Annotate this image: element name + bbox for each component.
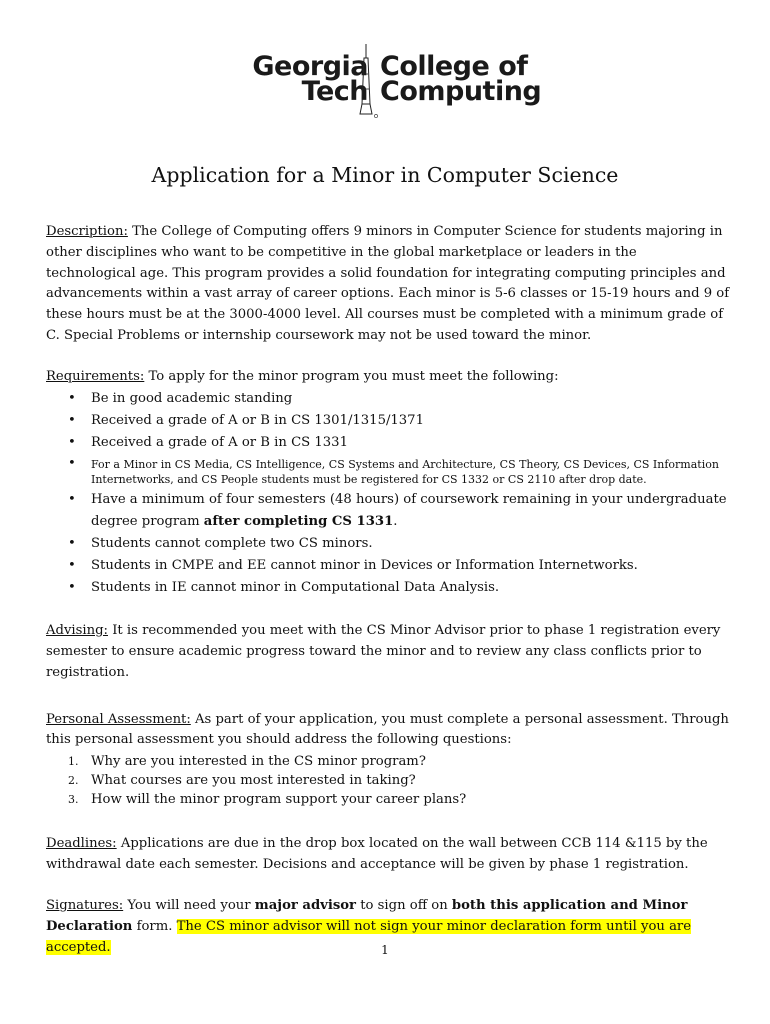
question-text: Why are you interested in the CS minor program?: [91, 754, 426, 769]
description-section: [46, 222, 730, 347]
requirements-label: Requirements:: [46, 369, 145, 384]
logo-computing: Computing: [380, 76, 542, 107]
advising-text: It is recommended you meet with the CS Minor Advisor prior to phase 1 registration every semester to ensure academic progress toward the minor and to review any class conflicts prior to registration.: [46, 623, 721, 680]
deadlines-text: Applications are due in the drop box located on the wall between CCB 114 &115 by the withdrawal date each semester. Decisions and acceptance will be given by phase 1 registration.: [46, 836, 708, 872]
list-item: [46, 790, 736, 809]
list-item-text: Have a minimum of four semesters (48 hours) of coursework remaining in your undergraduate degree program: [91, 492, 727, 530]
question-number: 1.: [68, 755, 79, 768]
list-item: • Students in CMPE and EE cannot minor in Devices or Information Internetworks.: [46, 555, 736, 577]
signatures-label: Signatures:: [46, 898, 124, 913]
signatures-major-advisor: major advisor: [254, 898, 357, 913]
highlighted-notice: The CS minor advisor will not sign your minor declaration form until you are accepted.: [46, 918, 692, 955]
logo-right-text: [380, 51, 542, 107]
description-label: Description:: [46, 224, 128, 239]
logo-left-text: [252, 51, 368, 107]
list-item: • For a Minor in CS Media, CS Intelligence, CS Systems and Architecture, CS Theory, CS Devices, CS Information Internetworks, and CS People students must be registered for CS 1332 or CS 2110 after drop date.: [46, 454, 736, 489]
personal-assessment-label: Personal Assessment:: [46, 712, 191, 727]
question-number: 2.: [68, 774, 79, 787]
personal-assessment-text: As part of your application, you must complete a personal assessment. Through this personal assessment you should address the following questions:: [46, 712, 729, 747]
page-number: 1: [381, 943, 389, 957]
list-item: • Received a grade of A or B in CS 1331: [46, 432, 736, 454]
question-text: How will the minor program support your career plans?: [91, 792, 467, 807]
requirements-section: [46, 367, 730, 388]
list-item: [46, 489, 736, 533]
list-item: • Students cannot complete two CS minors.: [46, 533, 736, 555]
page-title: Application for a Minor in Computer Science: [151, 163, 619, 187]
personal-assessment-section: [46, 710, 730, 749]
deadlines-section: [46, 834, 730, 876]
list-item-end: .: [393, 514, 398, 530]
list-item: [46, 771, 736, 790]
signatures-text: to sign off on: [356, 898, 452, 913]
logo-college-of: College of: [380, 51, 528, 82]
georgia-tech-college-of-computing-logo: [216, 44, 556, 120]
deadlines-label: Deadlines:: [46, 836, 117, 851]
question-text: What courses are you most interested in taking?: [91, 773, 416, 788]
description-text: The College of Computing offers 9 minors in Computer Science for students majoring in other disciplines who want to be competitive in the global marketplace or leaders in the technological age. This program provides a solid foundation for integrating computing principles and advancements within a vast array of career options. Each minor is 5-6 classes or 15-19 hours and 9 of these hours must be at the 3000-4000 level. All courses must be completed with a minimum grade of C. Special Problems or internship coursework may not be used toward the minor.: [46, 224, 730, 343]
signatures-text: You will need your: [123, 898, 255, 913]
requirements-text: To apply for the minor program you must meet the following:: [144, 369, 559, 384]
logo-tech: Tech: [301, 76, 368, 107]
signatures-text: form.: [132, 918, 177, 934]
assessment-questions-list: [46, 752, 736, 809]
logo-georgia: Georgia: [252, 51, 368, 82]
list-item: • Be in good academic standing: [46, 388, 736, 410]
question-number: 3.: [68, 793, 79, 806]
signatures-both-forms: both this application and Minor Declaration: [46, 898, 688, 934]
advising-label: Advising:: [46, 623, 108, 638]
tech-tower-icon: [352, 44, 380, 120]
list-item: • Received a grade of A or B in CS 1301/1315/1371: [46, 410, 736, 432]
list-item: [46, 752, 736, 771]
advising-section: [46, 621, 730, 683]
list-item-bold: after completing CS 1331: [203, 514, 394, 530]
requirements-list: [46, 388, 736, 599]
list-item: • Students in IE cannot minor in Computational Data Analysis.: [46, 577, 736, 599]
